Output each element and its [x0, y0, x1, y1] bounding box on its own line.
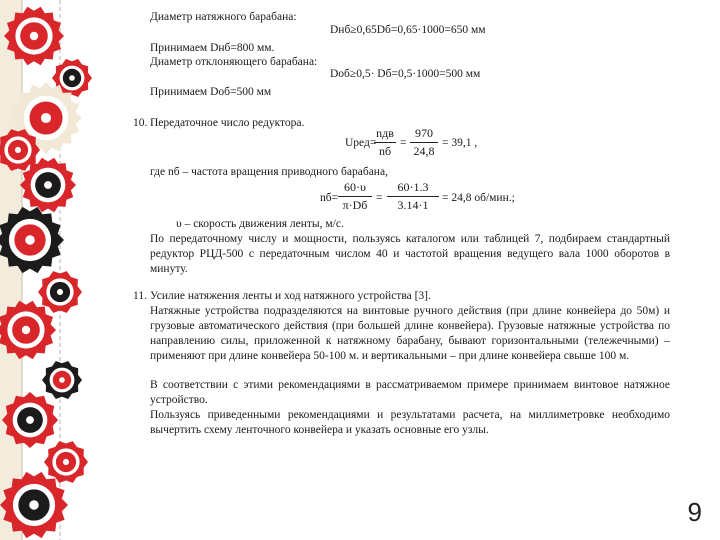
- fraction-60v-piDb: [338, 180, 372, 213]
- accept-tension-drum: Принимаем Dнб=800 мм.: [150, 42, 275, 54]
- section-10-number: 10.: [133, 117, 148, 129]
- section-11-paragraph-2: В соответствии с этими рекомендациями в рассматриваемом примере принимаем винтовое натяжное устройство.: [150, 379, 670, 406]
- fraction-numerator: 60·υ: [344, 180, 366, 194]
- fraction-numerator: 970: [415, 126, 433, 140]
- drum-tension-formula: Dнб≥0,65Dб=0,65·1000=650 мм: [330, 24, 486, 36]
- equals-sign: =: [400, 137, 407, 149]
- section-11-title: Усилие натяжения ленты и ход натяжного устройства [3].: [150, 290, 431, 302]
- nb-result: = 24,8 об/мин.;: [442, 192, 515, 204]
- fraction-denominator: 3.14·1: [397, 198, 429, 212]
- accept-deflect-drum: Принимаем Dоб=500 мм: [150, 86, 272, 98]
- v-definition: υ – скорость движения ленты, м/с.: [176, 218, 344, 230]
- u-red-result: = 39,1 ,: [442, 137, 478, 149]
- section-11-paragraph-3: Пользуясь приведенными рекомендациями и результатами расчета, на миллиметровке необходимо вычертить схему ленточного конвейера и указать основные его узлы.: [150, 409, 670, 436]
- fraction-numerator: 60·1.3: [397, 180, 429, 194]
- nb-label: nб=: [320, 192, 339, 204]
- section-10-paragraph: По передаточному числу и мощности, пользуясь каталогом или таблицей 7, подбираем стандартный редуктор РЦД-500 с передаточным числом 40 и частотой вращения ведущего вала 1000 оборотов в минуту.: [150, 233, 670, 275]
- u-red-label: Uред=: [345, 137, 377, 149]
- fraction-970-248: [410, 126, 438, 159]
- fraction-denominator: nб: [378, 144, 392, 158]
- section-11-paragraph-1: Натяжные устройства подразделяются на винтовые ручного действия (при длине конвейера до 50м) и грузовые автоматического действия (при большей длине конвейера). Грузовые натяжные устройства по направлению силы, приложенной к натяжному барабану, бывают горизонтальными (тележечными) – применяют при длине конвейера 50-100 м. и вертикальными – при длине конвейера свыше 100 м.: [150, 305, 670, 362]
- page-number: 9: [687, 497, 702, 527]
- fraction-denominator: 24,8: [413, 144, 435, 158]
- fraction-ndv-nb: [374, 126, 396, 159]
- drum-deflect-formula: Dоб≥0,5· Dб=0,5·1000=500 мм: [330, 68, 481, 80]
- fraction-values: [387, 180, 439, 213]
- section-11-number: 11.: [133, 290, 147, 302]
- drum-deflect-label: Диаметр отклоняющего барабана:: [150, 56, 318, 68]
- section-10-title: Передаточное число редуктора.: [150, 117, 305, 129]
- fraction-numerator: nдв: [376, 126, 394, 140]
- fraction-denominator: π·Dб: [342, 198, 368, 212]
- drum-tension-label: Диаметр натяжного барабана:: [150, 11, 297, 23]
- where-nb-definition: где nб – частота вращения приводного барабана,: [150, 166, 388, 178]
- equals-sign-2: =: [376, 192, 383, 204]
